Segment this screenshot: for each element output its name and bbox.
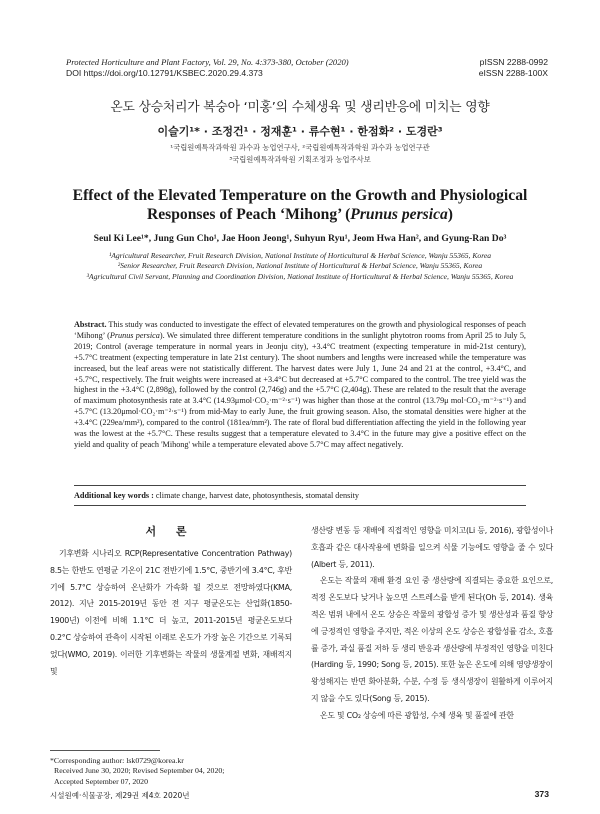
keywords-text: climate change, harvest date, photosynthesis, stomatal density [153, 491, 359, 500]
keywords-divider-top [74, 485, 526, 486]
abstract-text-1: This study was conducted to investigate the effect of elevated temperatures on the growth and physiological responses of peach ‘Mihong’ ( [74, 320, 526, 340]
section-heading-introduction: 서 론 [145, 525, 195, 538]
right-paragraph-1: 생산량 변동 등 재배에 직접적인 영향을 미치고(Li 등, 2016), 광합성이나 호흡과 같은 대사작용에 변화를 일으켜 식물 기능에도 영향을 줄 수 있다(Albert 등, 2011). [311, 526, 553, 569]
english-affiliation-1: ¹Agricultural Researcher, Fruit Research Division, National Institute of Horticultural & Herbal Science, Wanju 55365, Korea [108, 251, 492, 260]
keywords-divider-bottom [74, 505, 526, 506]
footnote-rule [50, 750, 160, 751]
eissn: eISSN 2288-100X [478, 68, 548, 78]
left-paragraph-1: 기후변화 시나리오 RCP(Representative Concentration Pathway) 8.5는 한반도 연평균 기온이 21C 전반기에 1.5°C, 중반기에 3.4°C, 후반기에 5.7°C 상승하여 온난화가 가속화 될 것으로 전망하였다(KMA, 2012). 지난 2015-2019년 동안 전 지구 평균온도는 산업화(1850-1900년) 이전에 비해 1.1°C 더 높고, 2011-2015년 평균온도보다 0.2°C 상승하여 관측이 시작된 이래로 온도가 가장 높은 기간으로 기록되었다(WMO, 2019). 이러한 기후변화는 작물의 생물계절 변화, 재배적지 및 [50, 549, 292, 676]
footnote [50, 756, 224, 787]
korean-affiliation-2: ³국립원예특작과학원 기획조정과 농업주사보 [229, 155, 371, 164]
corresponding-author: *Corresponding author: lsk0729@korea.kr [50, 756, 184, 765]
journal-citation: Protected Horticulture and Plant Factory, Vol. 29, No. 4:373-380, October (2020) [66, 57, 349, 67]
abstract [74, 320, 526, 451]
right-column-text [311, 523, 553, 725]
korean-affiliation-1: ¹국립원예특작과학원 과수과 농업연구사, ²국립원예특작과학원 과수과 농업연구관 [170, 143, 430, 152]
received-revised: Received June 30, 2020; Revised September 04, 2020; [54, 766, 225, 776]
english-authors: Seul Ki Lee¹*, Jung Gun Cho¹, Jae Hoon Jeong¹, Suhyun Ryu¹, Jeom Hwa Han², and Gyung-Ran Do³ [93, 233, 507, 244]
english-title [40, 186, 560, 224]
english-affiliation-3: ³Agricultural Civil Servant, Planning and Coordination Division, National Institute of Horticultural & Herbal Science, Wanju 55365, Korea [86, 271, 514, 281]
english-affiliations [60, 251, 540, 282]
abstract-text-2: ). We simulated three different temperature conditions in the sunlight phytotron rooms from April 25 to July 5, 2019; Control (average temperature in normal years in Jeonju city), +3.4°C treatment (expecting temperature in mid-21st century), +5.7°C treatment (expecting temperature in late 21st century). The shoot numbers and lengths were increased while the temperature was increased, but the leaf areas were not statistically different. The harvest dates were July 1, June 24 and 21 at the control, +3.4°C, and +5.7°C, respectively. The fruit weights were increased at +3.4°C but decreased at +5.7°C compared to the control. The tree yield was the highest in the +3.4°C (2,898g), followed by the control (2,746g) and the +5.7°C (2,404g). These are related to the result that the average of maximum photosynthesis rate at 3.4°C (14.93μmol·CO₂·m⁻²·s⁻¹) was higher than those at the control (13.79μ mol·CO₂·m⁻²·s⁻¹) and +5.7°C (13.20μmol·CO₂·m⁻²·s⁻¹) from mid-May to early June, the fruit growing season. Also, the stomatal densities were higher at the +3.4°C (229ea/mm²), compared to the control (181ea/mm²). The rate of floral bud differentiation affecting the yield in the following year was the lowest at the +5.7°C. These results suggest that a temperature elevated to 3.4°C in the future may give a positive effect on the yield and quality of peach 'Mihong' while a temperature elevated above 5.7°C may affect negatively. [74, 330, 526, 449]
page-number: 373 [534, 789, 549, 799]
english-affiliation-2: ²Senior Researcher, Fruit Research Division, National Institute of Horticultural & Herbal Science, Wanju 55365, Korea [117, 261, 483, 271]
abstract-species: Prunus persica [109, 330, 160, 340]
doi-line: DOI https://doi.org/10.12791/KSBEC.2020.29.4.373 [66, 68, 263, 78]
footer-journal: 시설원예·식물공장, 제29권 제4호 2020년 [50, 791, 190, 800]
right-paragraph-3: 온도 및 CO₂ 상승에 따른 광합성, 수체 생육 및 품질에 관한 [320, 710, 514, 720]
keywords [74, 490, 526, 501]
right-paragraph-2: 온도는 작물의 재배 환경 요인 중 생산량에 직결되는 중요한 요인으로, 적정 온도보다 낮거나 높으면 스트레스를 받게 된다(Oh 등, 2014). 생육 적온 범위 내에서 온도 상승은 작물의 광합성 증가 및 생산성과 품질 향상에 긍정적인 영향을 주지만, 적온 이상의 온도 상승은 광합성률 감소, 호흡률 증가, 과실 품질 저하 등 생리 반응과 생산량에 부정적인 영향을 미친다(Harding 등, 1990; Song 등, 2015). 또한 높은 온도에 의해 영양생장이 왕성해지는 반면 화아분화, 수분, 수정 등 생식생장이 원활하게 이루어지지 않을 수도 있다(Song 등, 2015). [311, 576, 553, 703]
english-title-species: Prunus persica [350, 206, 448, 223]
english-title-line1: Effect of the Elevated Temperature on the Growth and Physiological [72, 187, 528, 204]
abstract-label: Abstract. [74, 320, 107, 329]
keywords-label: Additional key words : [74, 491, 154, 500]
korean-title: 온도 상승처리가 복숭아 ‘미홍’의 수체생육 및 생리반응에 미치는 영향 [110, 100, 490, 115]
pissn: pISSN 2288-0992 [479, 57, 548, 67]
left-column-text [50, 546, 292, 680]
english-title-line2: Responses of Peach ‘Mihong’ ( [147, 206, 351, 223]
korean-authors: 이슬기¹* · 조정건¹ · 정재훈¹ · 류수현¹ · 한점화² · 도경란³ [157, 125, 443, 138]
accepted: Accepted September 07, 2020 [54, 776, 148, 786]
english-title-end: ) [447, 206, 453, 223]
